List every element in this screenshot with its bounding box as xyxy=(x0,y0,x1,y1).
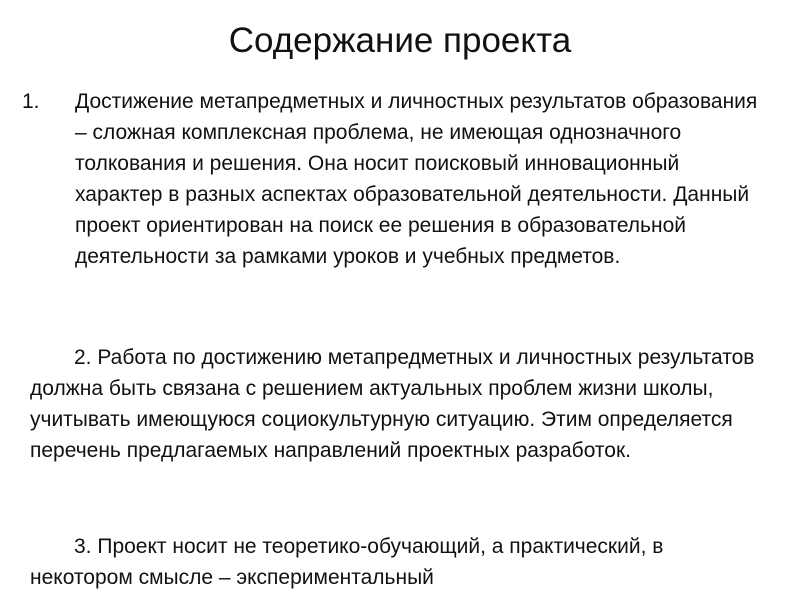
list-item-1-number: 1. xyxy=(22,90,40,113)
list-item-1 xyxy=(22,86,792,272)
paragraph-2: 2. Работа по достижению метапредметных и личностных результатов должна быть связана с решением актуальных проблем жизни школы, учитывать имеющуюся социокультурную ситуацию. Этим определяется перечень предлагаемых направлений проектных разработок. xyxy=(30,346,755,462)
paragraph-3: 3. Проект носит не теоретико-обучающий, а практический, в некотором смысле – экспериментальный xyxy=(30,535,664,589)
slide-title: Содержание проекта xyxy=(228,21,572,60)
list-item-1-text: Достижение метапредметных и личностных результатов образования – сложная комплексная проблема, не имеющая однозначного толкования и решения. Она носит поисковый инновационный характер в разных аспектах образовательной деятельности. Данный проект ориентирован на поиск ее решения в образовательной деятельности за рамками уроков и учебных предметов. xyxy=(75,90,758,268)
